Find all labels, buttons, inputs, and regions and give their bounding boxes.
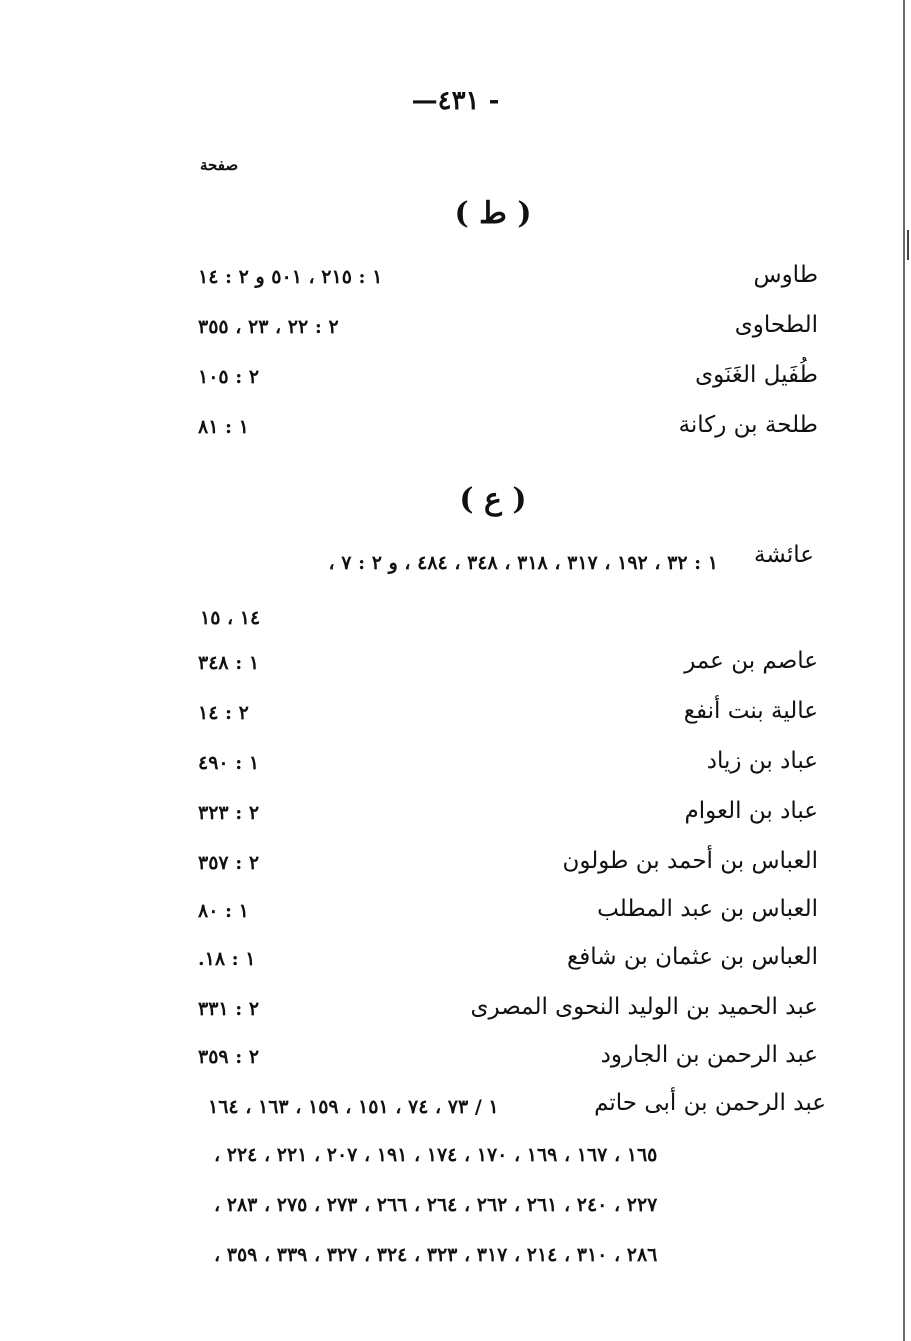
entry-name: العباس بن عثمان بن شافع: [567, 944, 818, 970]
section-heading-ta: ( ط ): [454, 196, 532, 231]
index-entry: [190, 412, 818, 452]
entry-name: عبد الرحمن بن أبى حاتم: [594, 1090, 826, 1116]
entry-refs: ٢ : ٣٥٧: [198, 852, 260, 874]
entry-refs-continuation: ٢٨٦ ، ٣١٠ ، ٢١٤ ، ٣١٧ ، ٣٢٣ ، ٣٢٤ ، ٣٢٧ ، ٣٣٩ ، ٣٥٩ ،: [214, 1244, 658, 1266]
index-entry: [190, 542, 818, 582]
entry-name: الطحاوى: [734, 312, 818, 338]
index-entry: [190, 944, 818, 984]
entry-name: عبد الرحمن بن الجارود: [600, 1042, 818, 1068]
entry-refs: ١ : ٨١: [198, 416, 249, 438]
entry-name: عائشة: [754, 542, 814, 568]
index-entry: [190, 648, 818, 688]
page-edge-mark: [907, 230, 909, 260]
entry-name: طُفَيل الغَنَوى: [695, 362, 818, 388]
entry-name: العباس بن عبد المطلب: [597, 896, 818, 922]
index-entry: [190, 362, 818, 402]
entry-name: عبد الحميد بن الوليد النحوى المصرى: [470, 994, 818, 1020]
entry-name: طاوس: [753, 262, 818, 288]
index-entry: [190, 312, 818, 352]
entry-refs: ١ : ٨٠: [198, 900, 249, 922]
index-entry: [190, 798, 818, 838]
entry-name: عباد بن العوام: [684, 798, 818, 824]
entry-name: طلحة بن ركانة: [678, 412, 818, 438]
page-number: —٤٣١ -: [411, 86, 500, 116]
entry-refs: ٢ : ٢٢ ، ٢٣ ، ٣٥٥: [198, 316, 339, 338]
index-entry: [190, 848, 818, 888]
section-heading-ain: ( ع ): [459, 482, 527, 517]
entry-refs-continuation: ١٦٥ ، ١٦٧ ، ١٦٩ ، ١٧٠ ، ١٧٤ ، ١٩١ ، ٢٠٧ ، ٢٢١ ، ٢٢٤ ،: [214, 1144, 658, 1166]
index-entry: [190, 896, 818, 936]
entry-name: العباس بن أحمد بن طولون: [562, 848, 818, 874]
column-header-page: صفحة: [200, 156, 239, 174]
entry-refs: ١ / ٧٣ ، ٧٤ ، ١٥١ ، ١٥٩ ، ١٦٣ ، ١٦٤: [208, 1096, 499, 1118]
entry-refs: ٢ : ٣٢٣: [198, 802, 260, 824]
entry-refs-continuation: ٢٢٧ ، ٢٤٠ ، ٢٦١ ، ٢٦٢ ، ٢٦٤ ، ٢٦٦ ، ٢٧٣ ، ٢٧٥ ، ٢٨٣ ،: [214, 1194, 658, 1216]
entry-name: عالية بنت أنفع: [683, 698, 818, 724]
index-entry: [190, 1042, 818, 1082]
entry-refs: ٢ : ٣٣١: [198, 998, 260, 1020]
index-entry: [190, 698, 818, 738]
index-entry: [190, 994, 818, 1034]
entry-refs: ١ : ١٨.: [198, 948, 256, 970]
entry-refs: ١ : ٣٢ ، ١٩٢ ، ٣١٧ ، ٣١٨ ، ٣٤٨ ، ٤٨٤ ، و ٢ : ٧ ،: [328, 552, 718, 574]
index-entry: [200, 1090, 826, 1130]
entry-refs-continuation: ١٤ ، ١٥: [200, 607, 261, 629]
entry-refs: ٢ : ١٤: [198, 702, 249, 724]
index-entry: [190, 262, 818, 302]
entry-name: عباد بن زياد: [706, 748, 818, 774]
entry-refs: ٢ : ٣٥٩: [198, 1046, 260, 1068]
entry-name: عاصم بن عمر: [684, 648, 818, 674]
entry-refs: ٢ : ١٠٥: [198, 366, 260, 388]
entry-refs: ١ : ٢١٥ ، ٥٠١ و ٢ : ١٤: [198, 266, 383, 288]
entry-refs: ١ : ٤٩٠: [198, 752, 260, 774]
index-entry: [190, 748, 818, 788]
entry-refs: ١ : ٣٤٨: [198, 652, 260, 674]
